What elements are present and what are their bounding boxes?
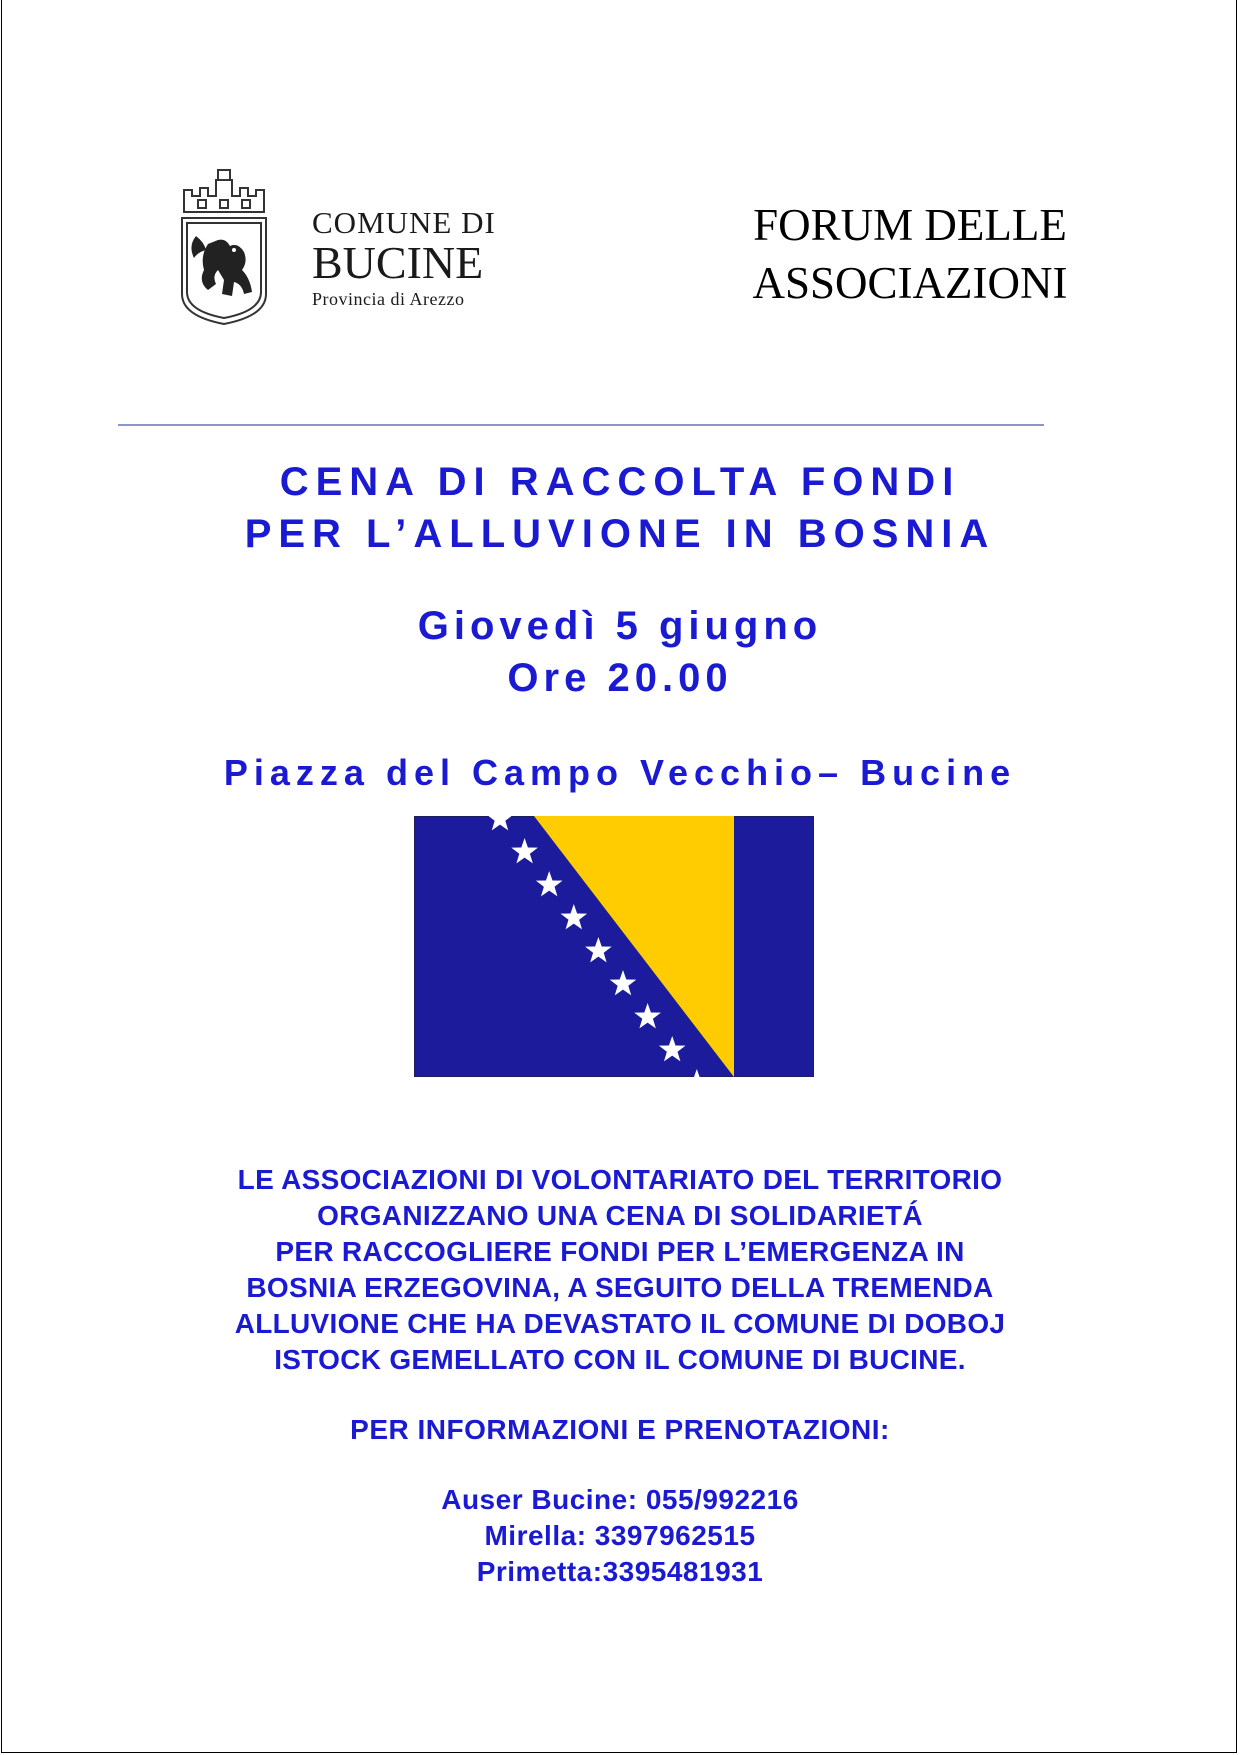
contact-auser: Auser Bucine: 055/992216 — [441, 1484, 799, 1515]
comune-label: COMUNE DI — [312, 205, 496, 240]
event-description — [0, 1162, 1240, 1378]
comune-name: BUCINE — [312, 237, 484, 288]
province-label: Provincia di Arezzo — [312, 289, 465, 309]
contact-primetta: Primetta:3395481931 — [476, 1556, 764, 1587]
event-title-line-1: CENA DI RACCOLTA FONDI — [279, 460, 961, 504]
description-line: ISTOCK GEMELLATO CON IL COMUNE DI BUCINE. — [274, 1344, 966, 1375]
description-line: ORGANIZZANO UNA CENA DI SOLIDARIETÁ — [317, 1200, 923, 1231]
bucine-crest-logo — [178, 166, 270, 326]
event-title — [0, 456, 1240, 560]
event-date: Giovedì 5 giugno — [417, 604, 823, 648]
info-title: PER INFORMAZIONI E PRENOTAZIONI: — [350, 1414, 890, 1445]
forum-delle-associazioni-header — [700, 196, 1120, 312]
contact-mirella: Mirella: 3397962515 — [484, 1520, 756, 1551]
bosnia-flag — [414, 816, 814, 1077]
description-line: BOSNIA ERZEGOVINA, A SEGUITO DELLA TREMENDA — [246, 1272, 994, 1303]
contacts-list — [0, 1482, 1240, 1590]
comune-di-bucine-header — [312, 206, 496, 312]
description-line: ALLUVIONE CHE HA DEVASTATO IL COMUNE DI DOBOJ — [234, 1308, 1006, 1339]
event-time: Ore 20.00 — [507, 656, 733, 700]
header-divider — [118, 424, 1044, 426]
forum-line-1: FORUM DELLE — [753, 200, 1067, 250]
event-place: Piazza del Campo Vecchio– Bucine — [223, 752, 1017, 793]
description-line: LE ASSOCIAZIONI DI VOLONTARIATO DEL TERRITORIO — [237, 1164, 1003, 1195]
event-title-line-2: PER L’ALLUVIONE IN BOSNIA — [244, 512, 996, 556]
description-line: PER RACCOGLIERE FONDI PER L’EMERGENZA IN — [275, 1236, 965, 1267]
event-datetime — [0, 600, 1240, 704]
forum-line-2: ASSOCIAZIONI — [752, 258, 1068, 308]
